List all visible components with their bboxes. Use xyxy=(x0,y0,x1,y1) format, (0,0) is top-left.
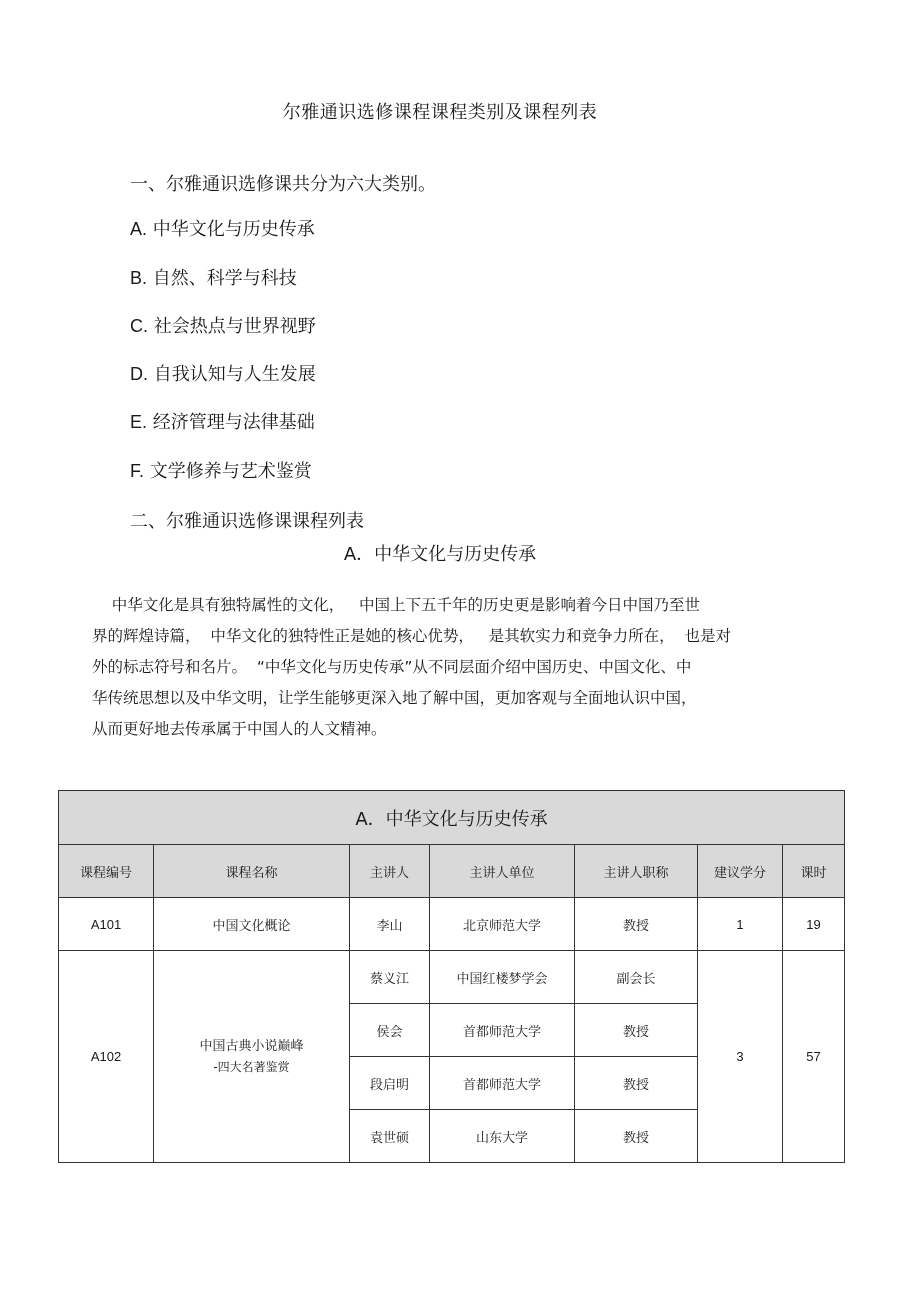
table-caption: A．中华文化与历史传承 xyxy=(59,791,845,845)
paragraph-line: 界的辉煌诗篇， 中华文化的独特性正是她的核心优势， 是其软实力和竞争力所在， 也是对 xyxy=(92,627,731,645)
course-name xyxy=(154,951,350,1163)
heading-categories: 一、尔雅通识选修课共分为六大类别。 xyxy=(130,174,436,195)
lecturer-name: 蔡义江 xyxy=(350,951,430,1004)
column-header-credits: 建议学分 xyxy=(698,845,783,898)
category-letter: D. xyxy=(130,364,148,384)
category-item-d xyxy=(130,360,316,386)
category-letter: A. xyxy=(130,219,148,239)
course-name-subtitle: -四大名著鉴赏 xyxy=(213,1059,290,1074)
category-item-e xyxy=(130,408,315,434)
category-name: 自我认知与人生发展 xyxy=(153,364,316,385)
lecturer-title: 教授 xyxy=(575,1004,698,1057)
category-item-a xyxy=(130,215,315,241)
lecturer-title: 副会长 xyxy=(575,951,698,1004)
category-name: 文学修养与艺术鉴赏 xyxy=(149,461,312,482)
paragraph-line: 从而更好地去传承属于中国人的人文精神。 xyxy=(92,720,387,738)
course-name: 中国文化概论 xyxy=(154,898,350,951)
lecturer-name: 侯会 xyxy=(350,1004,430,1057)
lecturer-unit: 山东大学 xyxy=(430,1110,575,1163)
lecturer-title: 教授 xyxy=(575,1110,698,1163)
table-row xyxy=(59,951,845,1004)
category-name: 社会热点与世界视野 xyxy=(153,316,316,337)
column-header-unit: 主讲人单位 xyxy=(430,845,575,898)
column-header-code: 课程编号 xyxy=(59,845,154,898)
category-letter: F. xyxy=(130,461,145,481)
table-caption-row xyxy=(59,791,845,845)
course-name-line: 中国古典小说巅峰 xyxy=(199,1038,304,1054)
course-credits: 1 xyxy=(698,898,783,951)
course-code: A101 xyxy=(59,898,154,951)
category-name: 经济管理与法律基础 xyxy=(152,412,315,433)
category-letter: B. xyxy=(130,268,148,288)
category-item-c xyxy=(130,312,316,338)
lecturer-name: 袁世硕 xyxy=(350,1110,430,1163)
table-header-row xyxy=(59,845,845,898)
category-letter: C. xyxy=(130,316,148,336)
heading-course-list: 二、尔雅通识选修课课程列表 xyxy=(130,511,364,532)
column-header-lecturer: 主讲人 xyxy=(350,845,430,898)
course-hours: 57 xyxy=(783,951,845,1163)
category-letter: E. xyxy=(130,412,148,432)
course-code: A102 xyxy=(59,951,154,1163)
lecturer-unit: 中国红楼梦学会 xyxy=(430,951,575,1004)
lecturer-unit: 首都师范大学 xyxy=(430,1004,575,1057)
section-title: A．中华文化与历史传承 xyxy=(343,544,537,565)
column-header-hours: 课时 xyxy=(783,845,845,898)
lecturer-unit: 首都师范大学 xyxy=(430,1057,575,1110)
category-name: 自然、科学与科技 xyxy=(152,268,297,289)
intro-paragraph xyxy=(92,590,792,745)
category-item-b xyxy=(130,264,297,290)
course-hours: 19 xyxy=(783,898,845,951)
paragraph-line: 中华文化是具有独特属性的文化， 中国上下五千年的历史更是影响着今日中国乃至世 xyxy=(92,596,700,614)
column-header-name: 课程名称 xyxy=(154,845,350,898)
column-header-title: 主讲人职称 xyxy=(575,845,698,898)
paragraph-line: 外的标志符号和名片。 “中华文化与历史传承”从不同层面介绍中国历史、中国文化、中 xyxy=(92,658,692,676)
paragraph-line: 华传统思想以及中华文明，让学生能够更深入地了解中国，更加客观与全面地认识中国， xyxy=(92,689,697,707)
course-table xyxy=(58,790,845,1163)
table-row xyxy=(59,898,845,951)
category-item-f xyxy=(130,457,312,483)
document-title: 尔雅通识选修课程课程类别及课程列表 xyxy=(282,102,598,123)
lecturer-title: 教授 xyxy=(575,898,698,951)
lecturer-name: 李山 xyxy=(350,898,430,951)
course-credits: 3 xyxy=(698,951,783,1163)
category-name: 中华文化与历史传承 xyxy=(152,219,315,240)
lecturer-unit: 北京师范大学 xyxy=(430,898,575,951)
lecturer-name: 段启明 xyxy=(350,1057,430,1110)
lecturer-title: 教授 xyxy=(575,1057,698,1110)
